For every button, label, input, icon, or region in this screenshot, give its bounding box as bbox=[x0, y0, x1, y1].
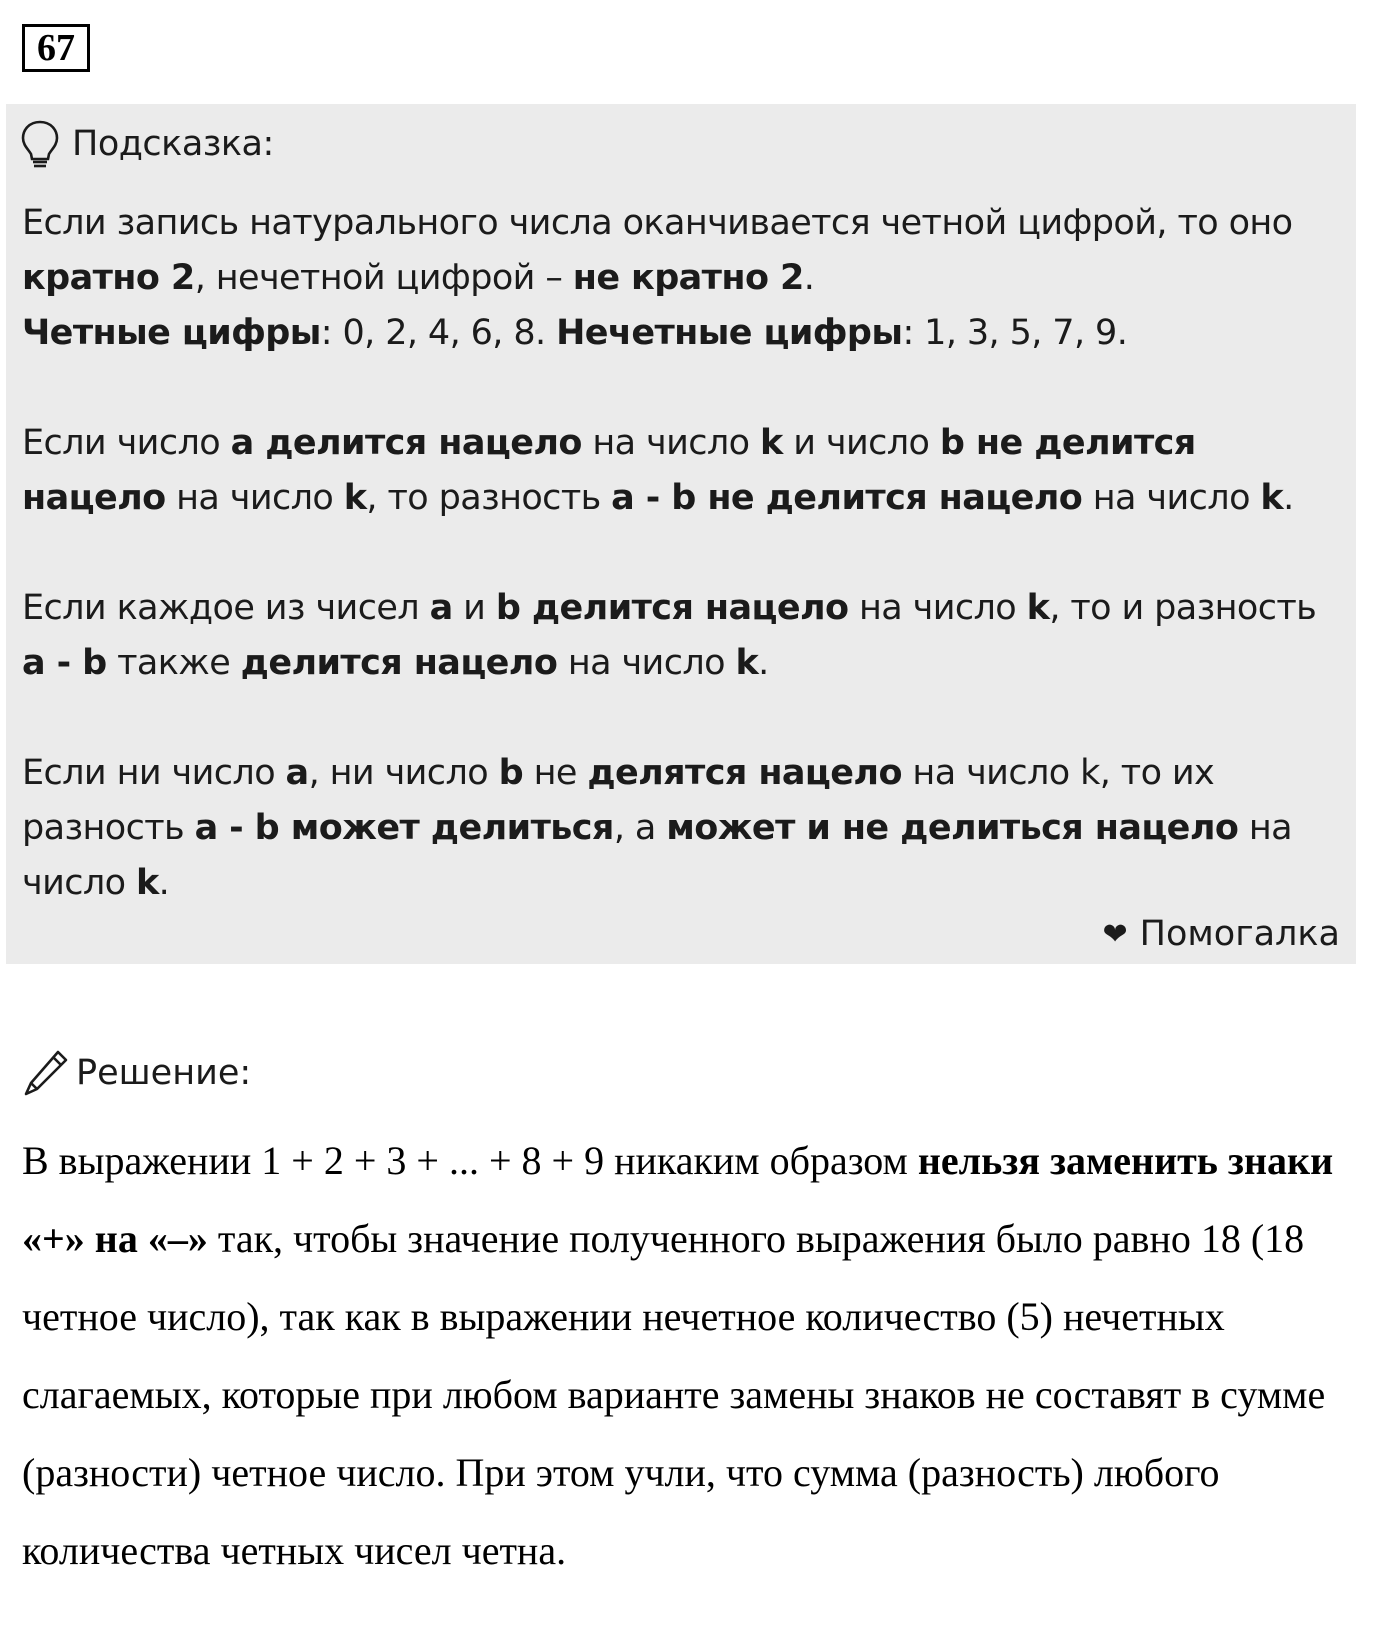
hint-title: Подсказка: bbox=[72, 124, 274, 164]
solution-body: В выражении 1 + 2 + 3 + ... + 8 + 9 никаким образом нельзя заменить знаки «+» на «–» так, чтобы значение полученного выражения было равно 18 (18 четное число), так как в выражении нечетное количество (5) нечетных слагаемых, которые при любом варианте замены знаков не составят в сумме (разности) четное число. При этом учли, что сумма (разность) любого количества четных чисел четна. bbox=[22, 1138, 1334, 1573]
hint-box bbox=[6, 104, 1356, 964]
heart-icon: ❤ bbox=[1102, 917, 1128, 952]
solution-title: Решение: bbox=[76, 1053, 252, 1093]
hint-paragraph-2: Если число a делится нацело на число k и число b не делится нацело на число k, то разность a - b не делится нацело на число k. bbox=[22, 423, 1294, 518]
hint-paragraph-1: Если запись натурального числа оканчивается четной цифрой, то оно кратно 2, нечетной цифрой – не кратно 2. Четные цифры: 0, 2, 4, 6, 8. Нечетные цифры: 1, 3, 5, 7, 9. bbox=[22, 203, 1293, 353]
credit bbox=[1103, 907, 1341, 962]
task-number: 67 bbox=[22, 24, 90, 72]
hint-paragraph-4: Если ни число a, ни число b не делятся нацело на число k, то их разность a - b может делиться, а может и не делиться нацело на число k. bbox=[22, 753, 1292, 903]
hint-header bbox=[20, 114, 274, 174]
hint-paragraph-3: Если каждое из чисел a и b делится нацело на число k, то и разность a - b также делится нацело на число k. bbox=[22, 588, 1317, 683]
lightbulb-icon bbox=[20, 119, 60, 169]
hint-body bbox=[22, 196, 1347, 911]
credit-label: Помогалка bbox=[1139, 914, 1340, 954]
pencil-icon bbox=[22, 1048, 76, 1098]
solution-header bbox=[22, 1048, 251, 1098]
